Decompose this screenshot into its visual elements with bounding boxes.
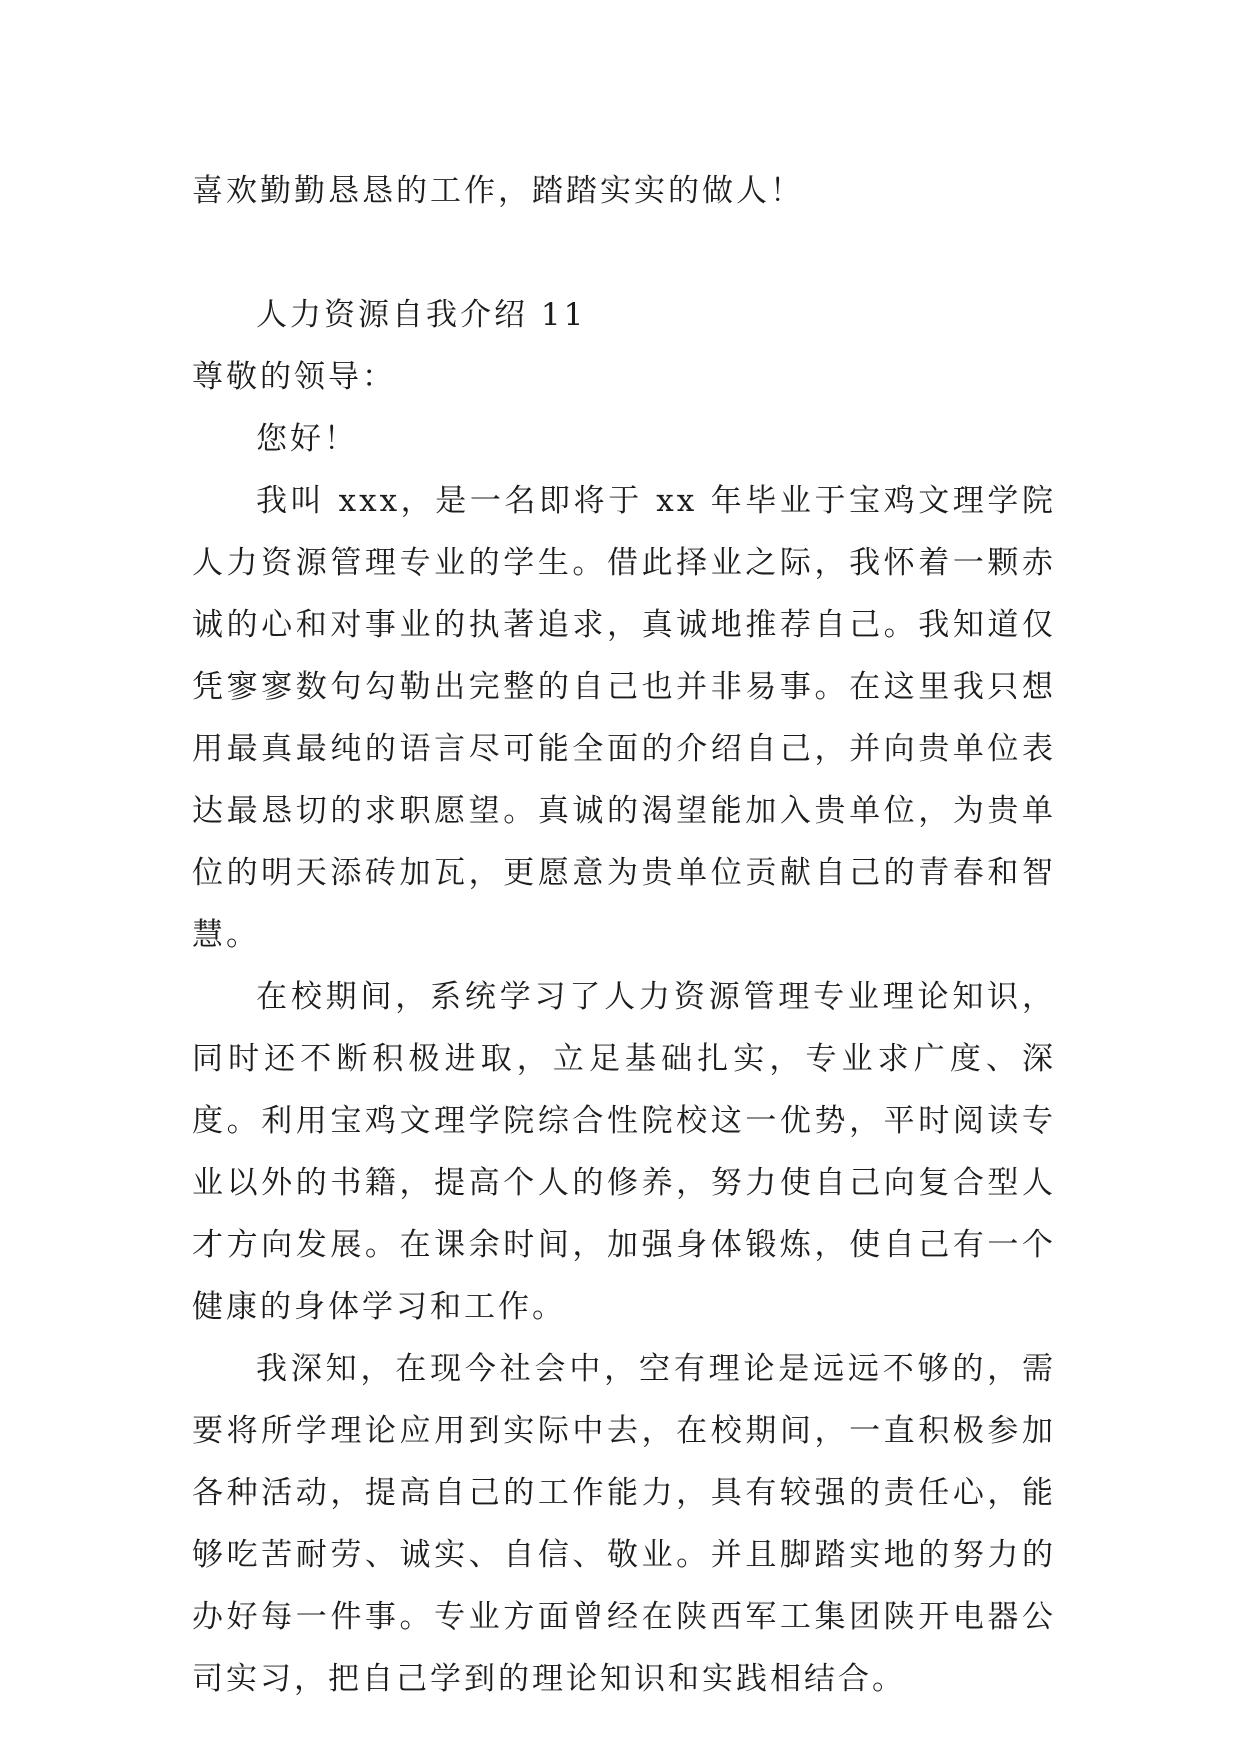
greeting: 您好！ [256,421,358,457]
paragraph-study: 在校期间，系统学习了人力资源管理专业理论知识，同时还不断积极进取，立足基础扎实，专业求广度、深度。利用宝鸡文理学院综合性院校这一优势，平时阅读专业以外的书籍，提高个人的修养，努力使自己向复合型人才方向发展。在课余时间，加强身体锻炼，使自己有一个健康的身体学习和工作。 [192,979,1056,1325]
paragraph-practice: 我深知，在现今社会中，空有理论是远远不够的，需要将所学理论应用到实际中去，在校期间，一直积极参加各种活动，提高自己的工作能力，具有较强的责任心，能够吃苦耐劳、诚实、自信、敬业。并且脚踏实地的努力的办好每一件事。专业方面曾经在陕西军工集团陕开电器公司实习，把自己学到的理论知识和实践相结合。 [192,1351,1056,1697]
paragraph-intro: 我叫 xxx，是一名即将于 xx 年毕业于宝鸡文理学院人力资源管理专业的学生。借此择业之际，我怀着一颗赤诚的心和对事业的执著追求，真诚地推荐自己。我知道仅凭寥寥数句勾勒出完整的自己也并非易事。在这里我只想用最真最纯的语言尽可能全面的介绍自己，并向贵单位表达最恳切的求职愿望。真诚的渴望能加入贵单位，为贵单位的明天添砖加瓦，更愿意为贵单位贡献自己的青春和智慧。 [192,483,1056,953]
spacer [192,222,1056,284]
closing-line: 喜欢勤勤恳恳的工作，踏踏实实的做人！ [192,173,804,209]
document-body [192,160,1056,1710]
salutation: 尊敬的领导： [192,359,396,395]
section-title: 人力资源自我介绍 11 [256,297,587,333]
